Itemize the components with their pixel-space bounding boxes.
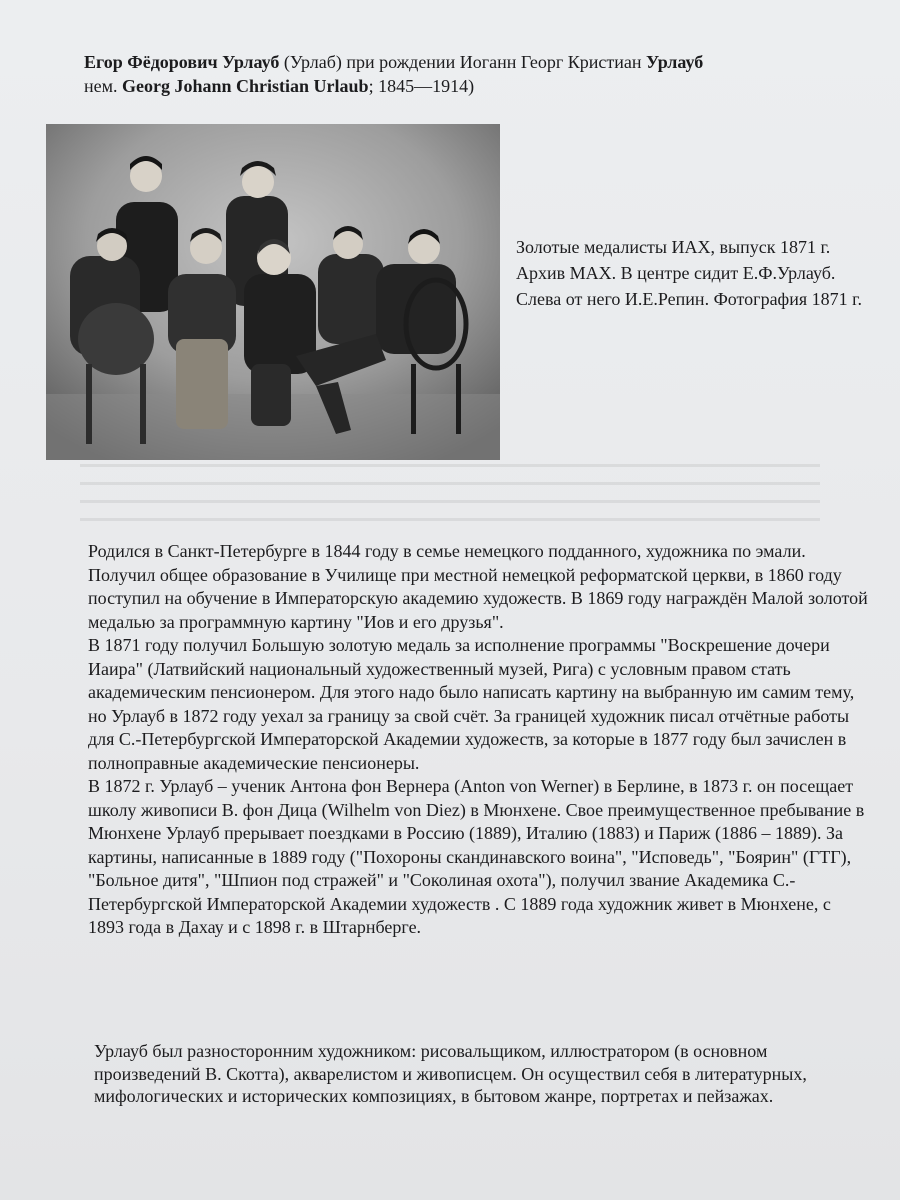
closing-paragraph: Урлауб был разносторонним художником: рисовальщиком, иллюстратором (в основном произведений В. Скотта), акварелистом и живописцем. Он осуществил себя в литературных, мифологических и исторических композициях, в бытовом жанре, портретах и пейзажах.: [94, 1041, 807, 1106]
bleed-through-text: [80, 458, 820, 528]
biography-body: [88, 540, 868, 940]
subject-alt-name: (Урлаб) при рождении Иоганн Георг Кристиан: [279, 52, 646, 72]
biography-paragraph-3: В 1872 г. Урлауб – ученик Антона фон Вернера (Anton von Werner) в Берлине, в 1873 г. он посещает школу живописи В. фон Дица (Wilhelm von Diez) в Мюнхене. Свое преимущественное пребывание в Мюнхене Урлауб прерывает поездками в Россию (1889), Италию (1883) и Париж (1886 – 1889). За картины, написанные в 1889 году ("Похороны скандинавского воина", "Исповедь", "Боярин" (ГТГ), "Больное дитя", "Шпион под стражей" и "Соколиная охота"), получил звание Академика С.-Петербургской Императорской Академии художеств . С 1889 года художник живет в Мюнхене, с 1893 года в Дахау и с 1898 г. в Штарнберге.: [88, 776, 865, 937]
subject-surname: Урлауб: [646, 52, 704, 72]
subject-name-de: Georg Johann Christian Urlaub: [122, 76, 369, 96]
biography-paragraph-1: Родился в Санкт-Петербурге в 1844 году в семье немецкого подданного, художника по эмали. Получил общее образование в Училище при местной немецкой реформатской церкви, в 1860 году поступил на обучение в Императорскую академию художеств. В 1869 году награждён Малой золотой медалью за программную картину "Иов и его друзья".: [88, 541, 868, 632]
article-header: [84, 50, 864, 98]
life-years: ; 1845—1914): [368, 76, 475, 96]
photo-caption: Золотые медалисты ИАХ, выпуск 1871 г. Архив МАХ. В центре сидит Е.Ф.Урлауб. Слева от него И.Е.Репин. Фотография 1871 г.: [516, 237, 862, 309]
biography-paragraph-2: В 1871 году получил Большую золотую медаль за исполнение программы "Воскрешение дочери Иаира" (Латвийский национальный художественный музей, Рига) с условным правом стать академическим пенсионером. Для этого надо было написать картину на выбранную им самим тему, но Урлауб в 1872 году уехал за границу за свой счёт. За границей художник писал отчётные работы для С.-Петербургской Императорской Академии художеств, за которые в 1877 году был зачислен в полноправные академические пенсионеры.: [88, 635, 855, 773]
german-prefix: нем.: [84, 76, 123, 96]
group-portrait-photo: [46, 124, 500, 460]
subject-name-ru: Егор Фёдорович Урлауб: [84, 52, 280, 72]
